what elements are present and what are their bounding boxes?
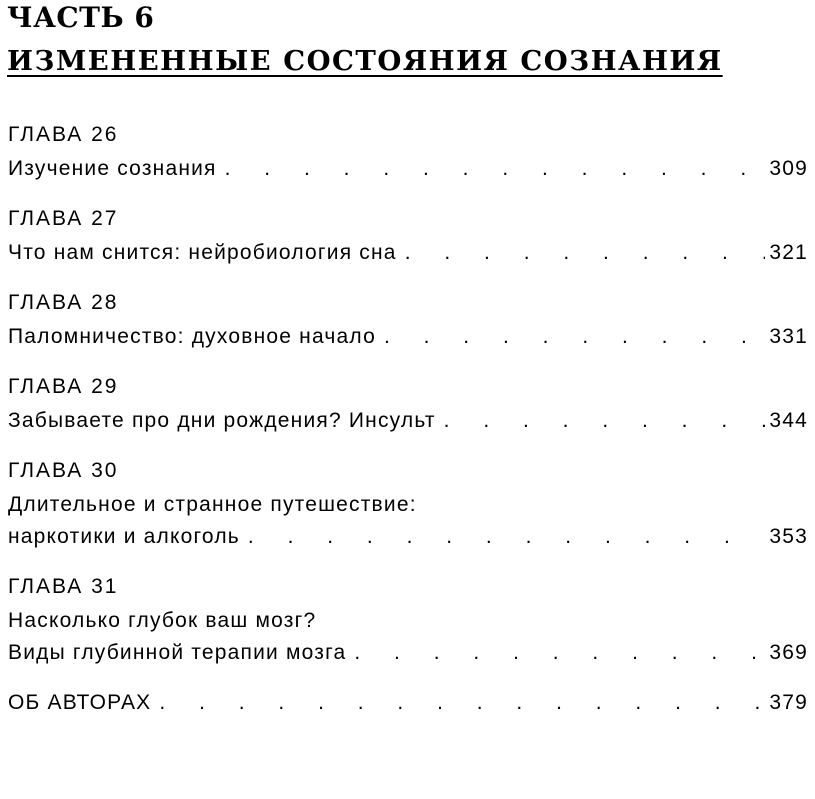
toc-line[interactable] [8,406,808,438]
chapter-label: ГЛАВА 28 [8,291,119,314]
chapter-title-line: Длительное и странное путешествие: [8,493,417,516]
chapter-entry [8,456,808,554]
chapter-label: ГЛАВА 31 [8,575,119,598]
chapter-title: Паломничество: духовное начало [8,325,376,348]
page-number: 369 [769,641,808,664]
dot-leader [159,688,765,718]
page-number: 309 [769,157,808,180]
toc-line[interactable] [8,322,808,354]
chapter-title: Изучение сознания [8,157,217,180]
chapter-entry [8,120,808,186]
toc-line[interactable] [8,154,808,186]
toc-line[interactable] [8,638,808,670]
authors-label: ОБ АВТОРАХ [8,691,152,714]
dot-leader [225,154,766,184]
chapter-entry [8,372,808,438]
chapter-entry [8,572,808,670]
chapter-entry [8,288,808,354]
chapter-title: Виды глубинной терапии мозга [8,641,347,664]
toc-line[interactable] [8,238,808,270]
chapter-label: ГЛАВА 26 [8,123,119,146]
dot-leader [384,322,765,352]
page-number: 331 [769,325,808,348]
page-number: 379 [769,691,808,714]
chapter-title: наркотики и алкоголь [8,525,240,548]
page-number: 344 [769,409,808,432]
dot-leader [405,238,766,268]
page-number: 321 [769,241,808,264]
dot-leader [248,522,765,552]
chapter-label: ГЛАВА 29 [8,375,119,398]
table-of-contents [8,120,808,720]
authors-entry[interactable] [8,688,808,720]
dot-leader [354,638,765,668]
chapter-entry [8,204,808,270]
part-label: ЧАСТЬ 6 [7,1,155,34]
chapter-title: Забываете про дни рождения? Инсульт [8,409,436,432]
page-number: 353 [769,525,808,548]
chapter-title: Что нам снится: нейробиология сна [8,241,397,264]
part-title: ИЗМЕНЕННЫЕ СОСТОЯНИЯ СОЗНАНИЯ [7,45,723,77]
toc-line[interactable] [8,522,808,554]
chapter-label: ГЛАВА 30 [8,459,119,482]
dot-leader [444,406,766,436]
chapter-title-line: Насколько глубок ваш мозг? [8,609,317,632]
chapter-label: ГЛАВА 27 [8,207,119,230]
